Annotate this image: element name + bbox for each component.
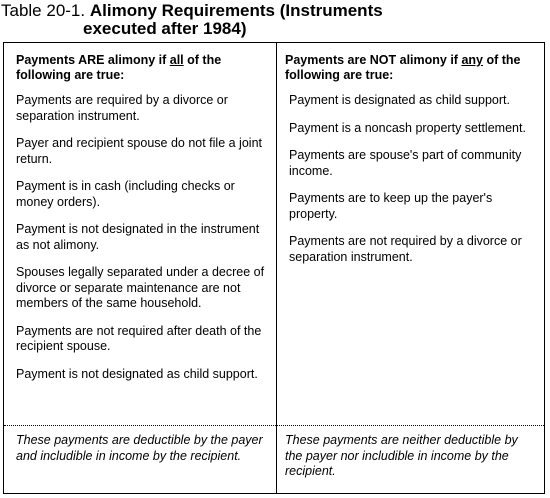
- list-item: Payment is not designated as child support.: [16, 366, 258, 381]
- heading-emphasis: all: [169, 53, 184, 67]
- heading-pre: Payments ARE alimony if: [16, 53, 170, 67]
- requirement-list: [289, 93, 537, 277]
- list-item: Payment is in cash (including checks or money orders).: [16, 179, 235, 209]
- list-item: Payments are not required after death of the recipient spouse.: [16, 323, 262, 353]
- table-number: Table 20-1.: [1, 1, 86, 20]
- heading-post: of the following are true:: [285, 53, 521, 82]
- list-item: Payment is designated as child support.: [289, 93, 510, 107]
- list-item: Payments are required by a divorce or separation instrument.: [16, 93, 228, 123]
- list-item: Payment is not designated in the instrument as not alimony.: [16, 222, 260, 252]
- list-item: Spouses legally separated under a decree of divorce or separate maintenance are not members of the same household.: [16, 265, 265, 310]
- column-heading-is-alimony: [16, 53, 271, 83]
- list-item: Payments are not required by a divorce or separation instrument.: [289, 234, 522, 264]
- table-title: [1, 2, 383, 38]
- table-title-line2: executed after 1984): [83, 19, 247, 38]
- footer-divider: [4, 425, 544, 426]
- alimony-requirements-table: [3, 42, 545, 494]
- list-item: Payments are to keep up the payer's property.: [289, 191, 493, 221]
- heading-post: of the following are true:: [16, 53, 222, 82]
- list-item: Payer and recipient spouse do not file a joint return.: [16, 136, 262, 166]
- column-heading-not-alimony: [285, 53, 540, 83]
- column-footer-note: These payments are deductible by the payer and includible in income by the recipient.: [16, 433, 263, 463]
- heading-emphasis: any: [461, 53, 483, 67]
- heading-pre: Payments are NOT alimony if: [285, 53, 462, 67]
- list-item: Payment is a noncash property settlement.: [289, 120, 526, 135]
- requirement-list: [16, 93, 271, 394]
- list-item: Payments are spouse's part of community income.: [289, 148, 522, 178]
- table-title-line1: Alimony Requirements (Instruments: [89, 1, 383, 20]
- column-footer-note: These payments are neither deductible by the payer nor includible in income by the recipient.: [285, 433, 518, 478]
